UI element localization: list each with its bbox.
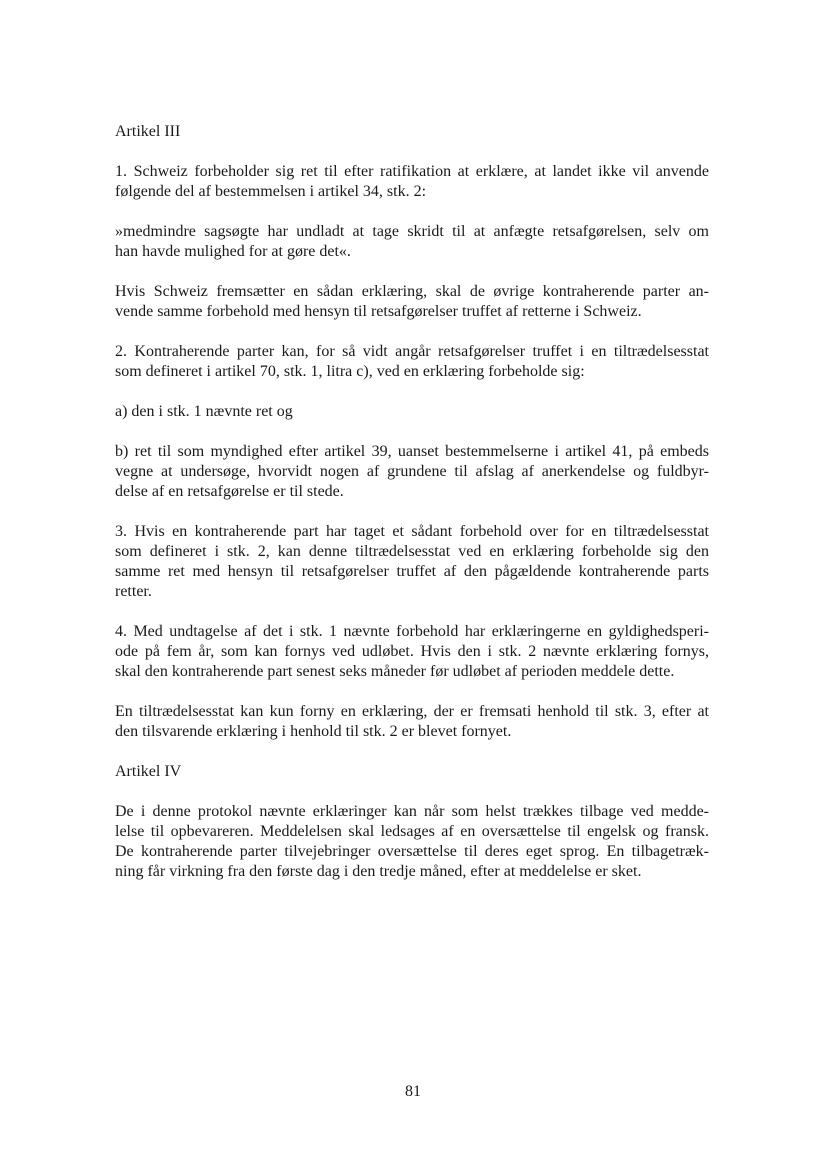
text-line: »medmindre sagsøgte har undladt at tage skridt til at anfægte retsafgørelsen, selv om xyxy=(115,223,709,240)
text-line: Hvis Schweiz fremsætter en sådan erklæring, skal de øvrige kontraherende parter an- xyxy=(115,283,709,300)
article-3-paragraph-6 xyxy=(115,442,709,502)
article-3-paragraph-9 xyxy=(115,702,709,742)
article-3-paragraph-1 xyxy=(115,162,709,202)
text-line: a) den i stk. 1 nævnte ret og xyxy=(115,403,293,420)
document-body xyxy=(115,122,709,902)
text-line: 4. Med undtagelse af det i stk. 1 nævnte forbehold har erklæringerne en gyldighedsperi- xyxy=(115,623,709,640)
page-number: 81 xyxy=(405,1083,421,1100)
text-line: følgende del af bestemmelsen i artikel 34, stk. 2: xyxy=(115,183,427,200)
article-3-paragraph-2 xyxy=(115,222,709,262)
article-3-paragraph-8 xyxy=(115,622,709,682)
text-line: retter. xyxy=(115,583,152,600)
text-line: vegne at undersøge, hvorvidt nogen af grundene til afslag af anerkendelse og fuldbyr- xyxy=(115,463,709,480)
article-3-paragraph-5 xyxy=(115,402,709,422)
text-line: den tilsvarende erklæring i henhold til stk. 2 er blevet fornyet. xyxy=(115,723,512,740)
article-3-paragraph-4 xyxy=(115,342,709,382)
text-line: ning får virkning fra den første dag i den tredje måned, efter at meddelelse er sket. xyxy=(115,863,642,880)
text-line: som defineret i stk. 2, kan denne tiltrædelsesstat ved en erklæring forbeholde sig den xyxy=(115,543,709,560)
text-line: delse af en retsafgørelse er til stede. xyxy=(115,483,344,500)
article-4-paragraph-1 xyxy=(115,802,709,882)
text-line: lelse til opbevareren. Meddelelsen skal ledsages af en oversættelse til engelsk og fransk. xyxy=(115,823,709,840)
article-3-paragraph-3 xyxy=(115,282,709,322)
article-3-heading: Artikel III xyxy=(115,123,181,140)
text-line: De i denne protokol nævnte erklæringer kan når som helst trækkes tilbage ved medde- xyxy=(115,803,709,820)
text-line: b) ret til som myndighed efter artikel 39, uanset bestemmelserne i artikel 41, på embeds xyxy=(115,443,709,460)
article-4-heading: Artikel IV xyxy=(115,763,182,780)
text-line: vende samme forbehold med hensyn til retsafgørelser truffet af retterne i Schweiz. xyxy=(115,303,642,320)
text-line: En tiltrædelsesstat kan kun forny en erklæring, der er fremsati henhold til stk. 3, efter at xyxy=(115,703,709,720)
text-line: samme ret med hensyn til retsafgørelser truffet af den pågældende kontraherende parts xyxy=(115,563,709,580)
text-line: 2. Kontraherende parter kan, for så vidt angår retsafgørelser truffet i en tiltrædelsesstat xyxy=(115,343,709,360)
text-line: skal den kontraherende part senest seks måneder før udløbet af perioden meddele dette. xyxy=(115,663,675,680)
text-line: ode på fem år, som kan fornys ved udløbet. Hvis den i stk. 2 nævnte erklæring fornys, xyxy=(115,643,709,660)
text-line: han havde mulighed for at gøre det«. xyxy=(115,243,351,260)
text-line: 1. Schweiz forbeholder sig ret til efter ratifikation at erklære, at landet ikke vil anvende xyxy=(115,163,709,180)
text-line: som defineret i artikel 70, stk. 1, litra c), ved en erklæring forbeholde sig: xyxy=(115,363,585,380)
text-line: 3. Hvis en kontraherende part har taget et sådant forbehold over for en tiltrædelsesstat xyxy=(115,523,709,540)
text-line: De kontraherende parter tilvejebringer oversættelse til deres eget sprog. En tilbagetræk- xyxy=(115,843,709,860)
article-3-paragraph-7 xyxy=(115,522,709,602)
